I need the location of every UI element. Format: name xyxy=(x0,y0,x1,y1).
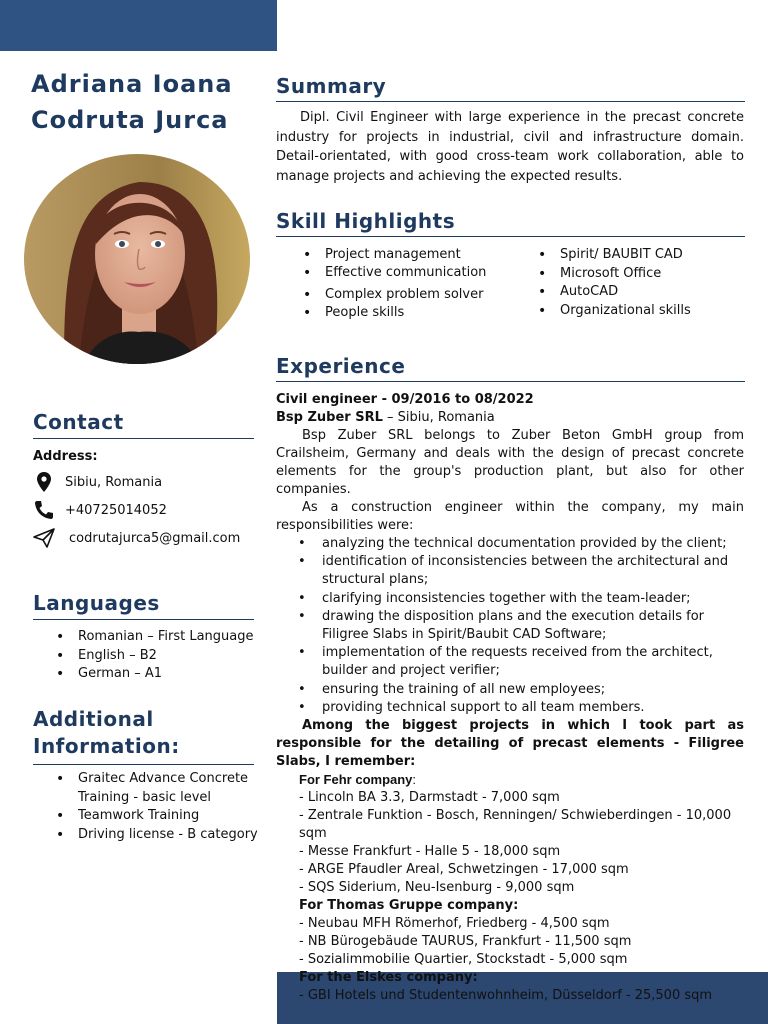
person-name xyxy=(31,66,271,138)
list-item: • implementation of the requests received from the architect, builder and project verifier; xyxy=(276,644,744,680)
skills-heading: Skill Highlights xyxy=(276,209,745,237)
projects-intro: Among the biggest projects in which I took part as responsible for the detailing of precast elements - Filigree Slabs, I remember: xyxy=(276,718,744,770)
project-group-heading: For Thomas Gruppe company: xyxy=(299,898,519,914)
profile-photo xyxy=(24,154,250,364)
job-period: - 09/2016 to 08/2022 xyxy=(377,392,534,407)
experience-heading: Experience xyxy=(276,354,745,382)
summary-heading: Summary xyxy=(276,74,745,102)
list-item: • Microsoft Office xyxy=(536,265,756,284)
list-item: • Spirit/ BAUBIT CAD xyxy=(536,246,756,265)
list-item: • People skills xyxy=(301,304,531,322)
languages-list xyxy=(54,628,264,684)
project-line: - Neubau MFH Römerhof, Friedberg - 4,500 sqm xyxy=(299,916,610,932)
list-item: • Teamwork Training xyxy=(54,807,269,826)
contact-email xyxy=(33,527,240,549)
paper-plane-icon xyxy=(33,527,55,549)
list-item: • German – A1 xyxy=(54,665,264,684)
list-item-continuation: Training - basic level xyxy=(78,789,212,805)
project-line: - Messe Frankfurt - Halle 5 - 18,000 sqm xyxy=(299,844,561,860)
job-role: Civil engineer xyxy=(276,392,378,407)
list-item: • Driving license - B category xyxy=(54,826,269,845)
company-description: Bsp Zuber SRL belongs to Zuber Beton GmbH group from Crailsheim, Germany and deals with the design of precast concrete elements for the group's production plant, but also for other companies. xyxy=(276,428,744,497)
list-item: • English – B2 xyxy=(54,647,264,666)
list-item: • identification of inconsistencies between the architectural and structural plans; xyxy=(276,553,744,589)
list-item: • Effective communication xyxy=(301,264,531,282)
list-item: • Romanian – First Language xyxy=(54,628,264,647)
list-item: • clarifying inconsistencies together with the team-leader; xyxy=(276,590,744,608)
list-item: • ensuring the training of all new employees; xyxy=(276,681,744,699)
project-line: - Sozialimmobilie Quartier, Stockstadt - 5,000 sqm xyxy=(299,952,628,968)
responsibilities-intro: As a construction engineer within the company, my main responsibilities were: xyxy=(276,500,744,533)
project-line: - SQS Siderium, Neu-Isenburg - 9,000 sqm xyxy=(299,880,575,896)
responsibilities-list xyxy=(276,535,744,717)
contact-heading: Contact xyxy=(33,410,254,439)
project-group-heading: For Fehr company: xyxy=(299,772,417,788)
email-text[interactable]: codrutajurca5@gmail.com xyxy=(69,530,241,546)
additional-info-heading: Additional Information: xyxy=(33,706,254,765)
list-item: • Complex problem solver xyxy=(301,286,531,304)
phone-icon xyxy=(33,499,55,521)
left-column xyxy=(0,0,277,1024)
contact-phone xyxy=(33,499,167,521)
company-name: Bsp Zuber SRL xyxy=(276,410,383,425)
list-item: • Project management xyxy=(301,246,531,264)
list-item: • Graitec Advance Concrete xyxy=(54,770,269,789)
experience-body xyxy=(276,391,744,1005)
project-line: - Zentrale Funktion - Bosch, Renningen/ Schwieberdingen - 10,000 sqm xyxy=(299,808,732,842)
location-pin-icon xyxy=(33,471,55,493)
list-item: • drawing the disposition plans and the execution details for Filigree Slabs in Spirit/Baubit CAD Software; xyxy=(276,608,744,644)
name-line-2: Codruta Jurca xyxy=(31,106,229,134)
skills-list-col2 xyxy=(536,246,756,320)
languages-heading: Languages xyxy=(33,591,254,620)
list-item: • Organizational skills xyxy=(536,302,756,321)
project-line: - NB Bürogebäude TAURUS, Frankfurt - 11,500 sqm xyxy=(299,934,632,950)
additional-info-list xyxy=(54,770,269,844)
company-line xyxy=(276,409,744,427)
job-title-line xyxy=(276,391,744,409)
phone-text: +40725014052 xyxy=(65,502,167,518)
project-line: - Lincoln BA 3.3, Darmstadt - 7,000 sqm xyxy=(299,790,560,806)
project-line: - ARGE Pfaudler Areal, Schwetzingen - 17,000 sqm xyxy=(299,862,629,878)
summary-text: Dipl. Civil Engineer with large experience in the precast concrete industry for projects in industrial, civil and infrastructure domain. Detail-orientated, with good cross-team work collaboration, able to manage projects and achieving the expected results. xyxy=(276,110,744,184)
list-item: • AutoCAD xyxy=(536,283,756,302)
skills-list-col1 xyxy=(301,246,531,322)
location-text: Sibiu, Romania xyxy=(65,474,163,490)
name-line-1: Adriana Ioana xyxy=(31,70,233,98)
company-location: – Sibiu, Romania xyxy=(382,410,495,425)
list-item: • analyzing the technical documentation provided by the client; xyxy=(276,535,744,553)
portrait-illustration xyxy=(24,154,250,364)
address-label: Address: xyxy=(33,449,98,464)
project-line: - GBI Hotels und Studentenwohnheim, Düsseldorf - 25,500 sqm xyxy=(299,988,713,1004)
project-group-heading: For the Elskes company: xyxy=(299,970,478,986)
list-item: • providing technical support to all team members. xyxy=(276,699,744,717)
contact-location xyxy=(33,471,162,493)
